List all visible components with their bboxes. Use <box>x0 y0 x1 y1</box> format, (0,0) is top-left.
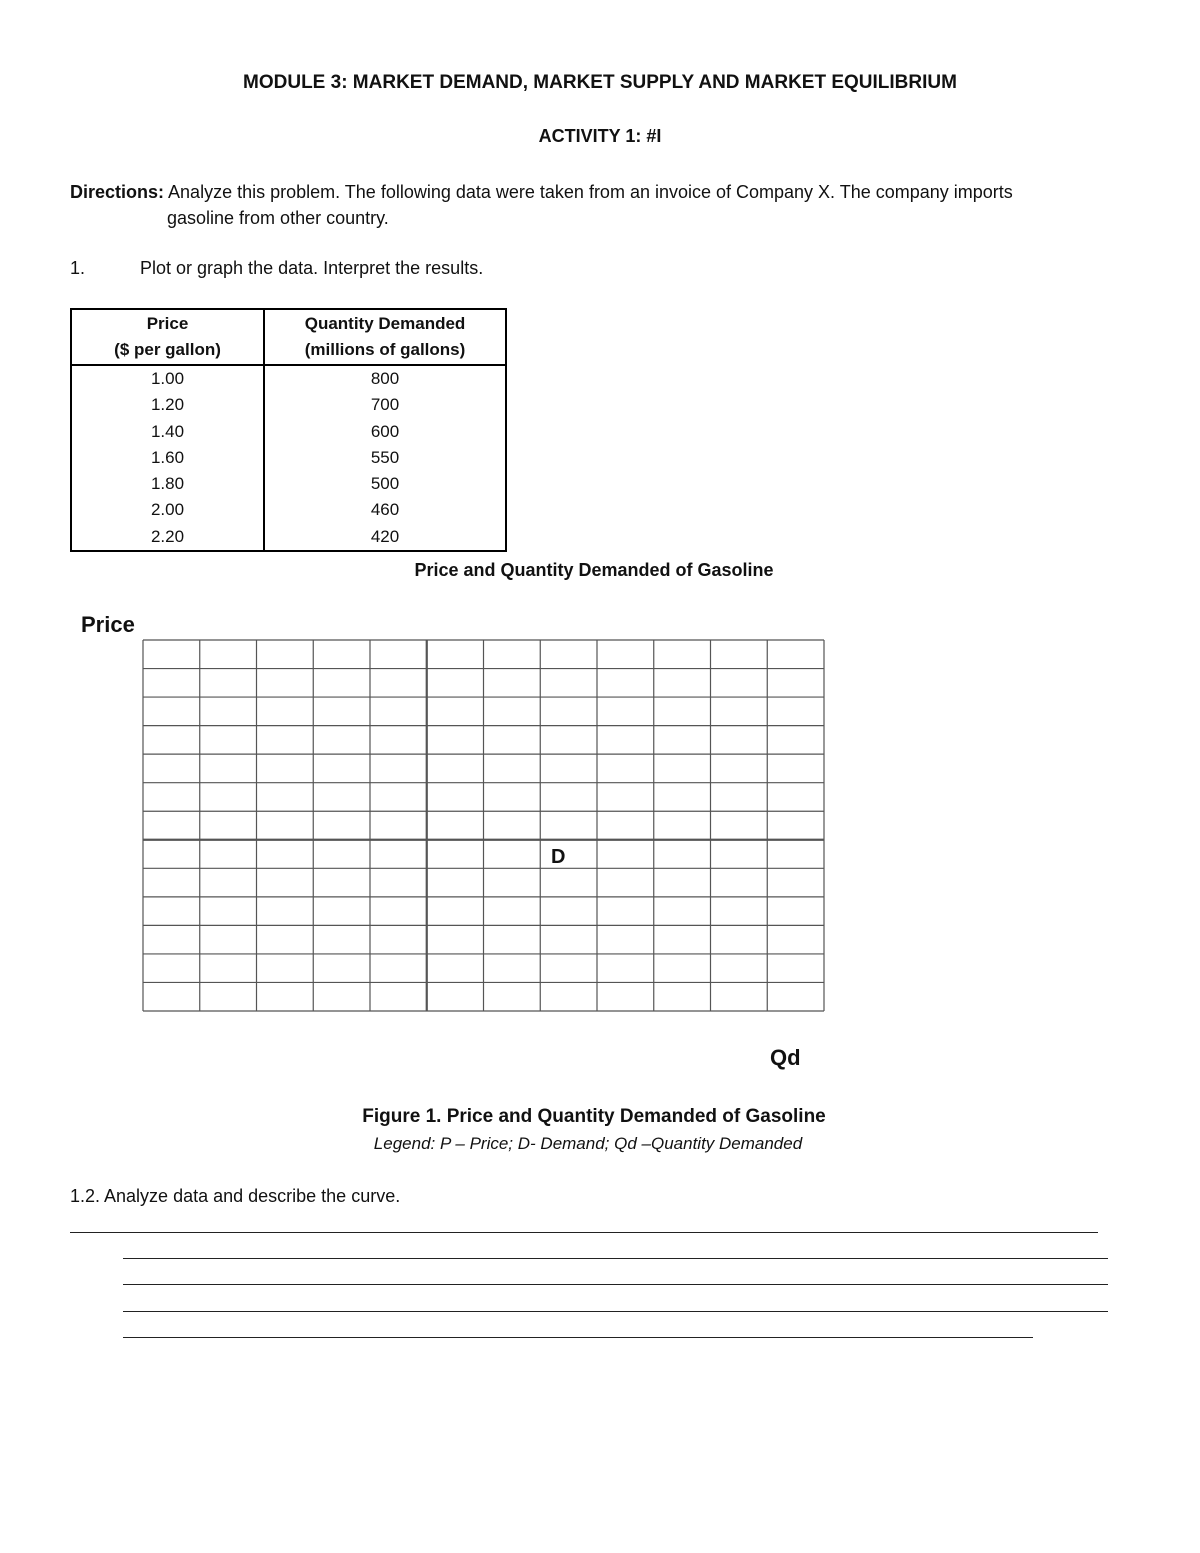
header-quantity-line2: (millions of gallons) <box>304 340 466 359</box>
demand-curve-label: D <box>551 846 566 868</box>
question-1-text: Plot or graph the data. Interpret the results. <box>140 258 484 278</box>
price-cell: 2.00 <box>71 497 264 523</box>
answer-line[interactable] <box>123 1337 1033 1338</box>
price-cell: 1.40 <box>71 419 264 445</box>
price-cell: 1.60 <box>71 445 264 471</box>
answer-line[interactable] <box>123 1284 1108 1285</box>
price-cell: 1.20 <box>71 392 264 418</box>
header-price-line2: ($ per gallon) <box>114 340 221 359</box>
quantity-cell: 420 <box>264 524 506 551</box>
answer-line[interactable] <box>70 1232 1098 1233</box>
x-axis-label: Qd <box>770 1045 801 1070</box>
quantity-cell: 600 <box>264 419 506 445</box>
quantity-cell: 550 <box>264 445 506 471</box>
quantity-cell: 700 <box>264 392 506 418</box>
quantity-cell: 500 <box>264 471 506 497</box>
price-cell: 1.00 <box>71 365 264 392</box>
header-quantity-line1: Quantity Demanded <box>304 314 466 333</box>
activity-title: ACTIVITY 1: #I <box>538 126 662 146</box>
price-cell: 1.80 <box>71 471 264 497</box>
question-1-number: 1. <box>70 258 86 278</box>
answer-line[interactable] <box>123 1311 1108 1312</box>
quantity-cell: 460 <box>264 497 506 523</box>
quantity-cell: 800 <box>264 365 506 392</box>
question-1-2: 1.2. Analyze data and describe the curve. <box>70 1186 401 1206</box>
chart-grid <box>143 640 824 1011</box>
directions-label: Directions: <box>70 182 165 202</box>
directions-text-line1: Analyze this problem. The following data were taken from an invoice of Company X. The company imports <box>164 182 1013 202</box>
module-title: MODULE 3: MARKET DEMAND, MARKET SUPPLY AND MARKET EQUILIBRIUM <box>243 72 957 93</box>
legend: Legend: P – Price; D- Demand; Qd –Quantity Demanded <box>373 1134 803 1153</box>
figure-caption: Figure 1. Price and Quantity Demanded of Gasoline <box>362 1106 826 1127</box>
header-price-line1: Price <box>146 314 189 333</box>
directions-text-line2: gasoline from other country. <box>167 208 389 228</box>
chart-title: Price and Quantity Demanded of Gasoline <box>414 560 774 580</box>
price-cell: 2.20 <box>71 524 264 551</box>
y-axis-label: Price <box>81 612 135 637</box>
answer-line[interactable] <box>123 1258 1108 1259</box>
